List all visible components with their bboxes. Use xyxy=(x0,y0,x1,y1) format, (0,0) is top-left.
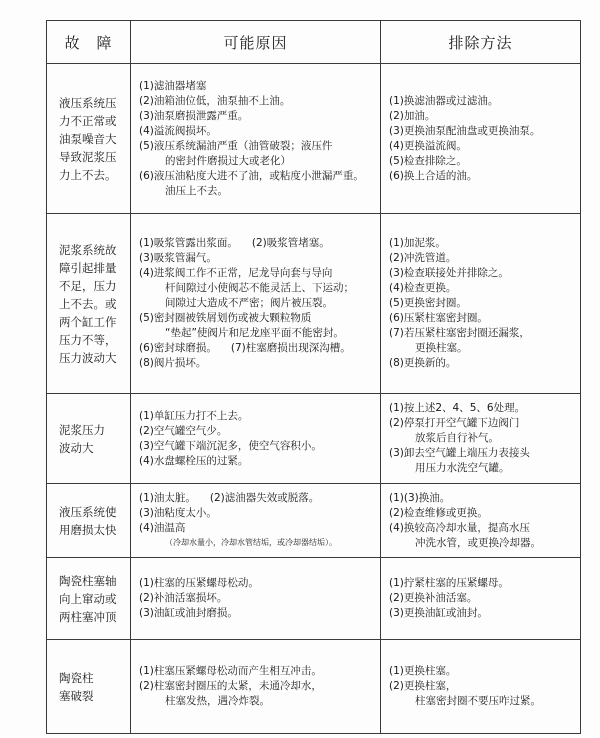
table-row xyxy=(47,558,581,640)
fault-cell: 液压系统压 力不正常或 油泵噪音大 导致泥浆压 力上不去。 xyxy=(47,64,131,214)
fault-cell: 泥浆系统故 障引起排量 不足，压力 上不去。或 两个缸工作 压力不等， 压力波动大 xyxy=(47,214,131,394)
cause-cell: (1)柱塞的压紧螺母松动。 (2)补油活塞损坏。 (3)油缸或油封磨损。 xyxy=(131,558,381,640)
header-fault: 故 障 xyxy=(47,21,131,64)
cause-cell: (1)油太脏。 (2)滤油器失效或脱落。 (3)油粘度太小。 (4)油温高 （冷却水量小，冷却水管结垢，或冷却器结垢）。 xyxy=(131,484,381,558)
table-row xyxy=(47,64,581,214)
remedy-cell: (1)换滤油器或过滤油。 (2)加油。 (3)更换油泵配油盘或更换油泵。 (4)更换溢流阀。 (5)检查排除之。 (6)换上合适的油。 xyxy=(381,64,581,214)
header-cause: 可能原因 xyxy=(131,21,381,64)
table-row xyxy=(47,640,581,734)
remedy-cell: (1)按上述2、4、5、6处理。 (2)停泵打开空气罐下边阀门 放浆后自行补气。 (3)卸去空气罐上端压力表接头 用压力水洗空气罐。 xyxy=(381,394,581,484)
table-header-row xyxy=(47,21,581,64)
table-row xyxy=(47,484,581,558)
remedy-cell: (1)(3)换油。 (2)检查维修或更换。 (4)换较高冷却水量，提高水压 冲洗水管，或更换冷却器。 xyxy=(381,484,581,558)
remedy-cell: (1)拧紧柱塞的压紧螺母。 (2)更换补油活塞。 (3)更换油缸或油封。 xyxy=(381,558,581,640)
remedy-cell: (1)更换柱塞。 (2)更换柱塞， 柱塞密封圈不要压咋过紧。 xyxy=(381,640,581,734)
table-row xyxy=(47,394,581,484)
fault-cell: 泥浆压力 波动大 xyxy=(47,394,131,484)
remedy-cell: (1)加泥浆。 (2)冲洗管道。 (3)检查联接处并排除之。 (4)检查更换。 (5)更换密封圈。 (6)压紧柱塞密封圈。 (7)若压紧柱塞密封圈还漏浆， 更换柱塞。 (8)更换新的。 xyxy=(381,214,581,394)
cause-cell: (1)吸浆管露出浆面。 (2)吸浆管堵塞。 (3)吸浆管漏气。 (4)进浆阀工作不正常，尼龙导向套与导向 杆间隙过小使阀芯不能灵活上、下运动； 间隙过大造成不严密；阀片被压裂。 (5)密封圈被铁屑划伤或被大颗粒物质 “垫起”使阀片和尼龙座平面不能密封。 (6)密封球磨损。 (7)柱塞磨损出现深沟槽。 (8)阀片损坏。 xyxy=(131,214,381,394)
table-row xyxy=(47,214,581,394)
fault-cell: 液压系统使 用磨损太快 xyxy=(47,484,131,558)
fault-cell: 陶瓷柱塞轴 向上窜动或 两柱塞冲顶 xyxy=(47,558,131,640)
cause-cell: (1)柱塞压紧螺母松动而产生相互冲击。 (2)柱塞密封圈压的太紧，未通冷却水， 柱塞发热，遇冷炸裂。 xyxy=(131,640,381,734)
cause-cell: (1)单缸压力打不上去。 (2)空气罐空气少。 (3)空气罐下端沉泥多，使空气容积小。 (4)水盘螺栓压的过紧。 xyxy=(131,394,381,484)
fault-cell: 陶瓷柱 塞破裂 xyxy=(47,640,131,734)
header-remedy: 排除方法 xyxy=(381,21,581,64)
cause-cell: (1)滤油器堵塞 (2)油箱油位低，油泵抽不上油。 (3)油泵磨损泄露严重。 (4)溢流阀损坏。 (5)液压系统漏油严重（油管破裂；液压件 的密封件磨损过大或老化） (6)液压油粘度大进不了油，或粘度小泄漏严重。 油压上不去。 xyxy=(131,64,381,214)
troubleshooting-table xyxy=(46,20,581,734)
